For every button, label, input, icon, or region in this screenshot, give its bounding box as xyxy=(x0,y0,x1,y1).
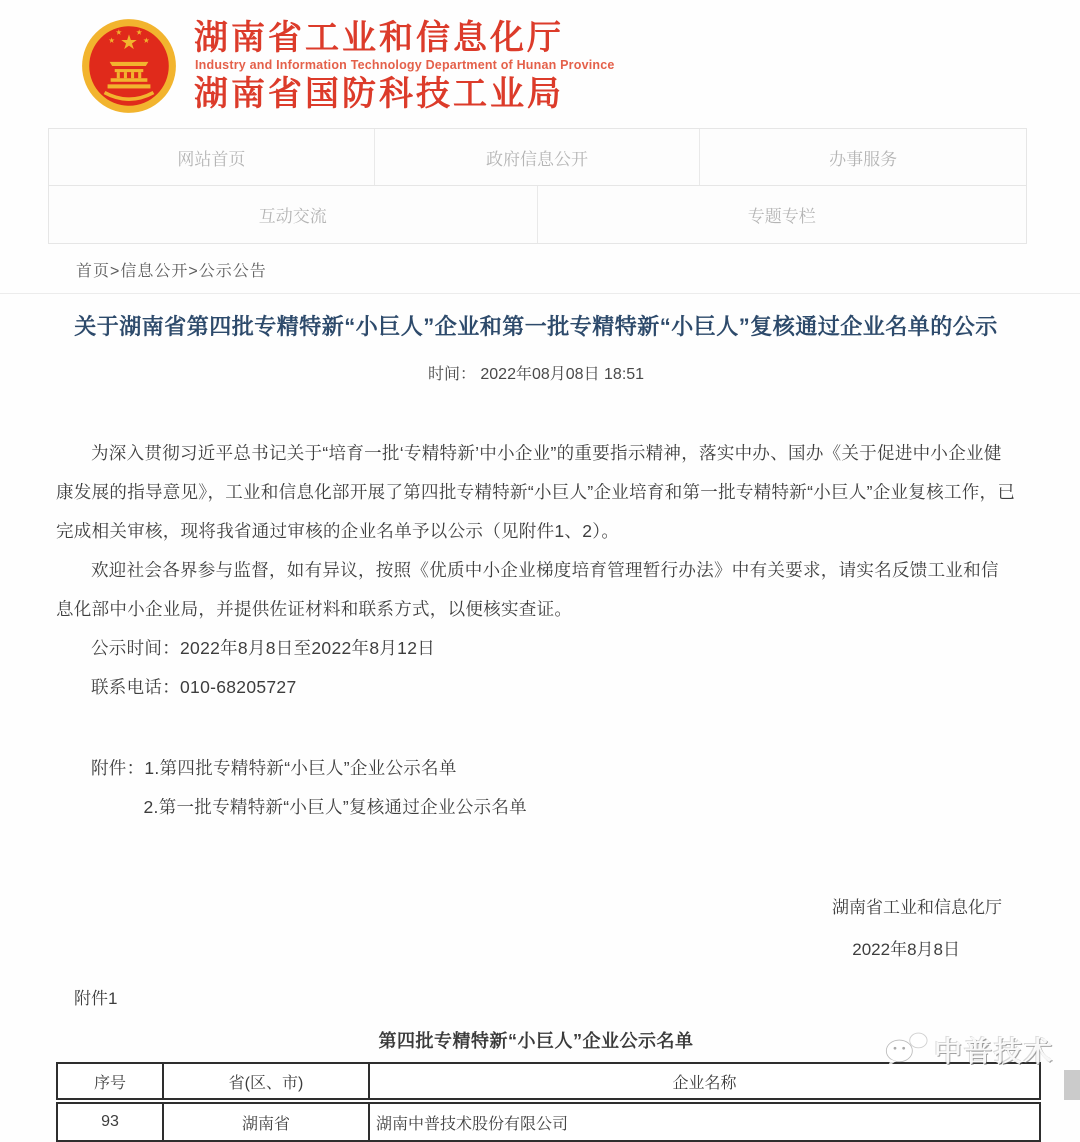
table-row xyxy=(57,1101,1040,1141)
cell-index: 93 xyxy=(57,1101,163,1141)
attachment1-table-title: 第四批专精特新“小巨人”企业公示名单 xyxy=(378,1031,694,1051)
site-header xyxy=(0,0,1080,128)
signature-date: 2022年8月8日 xyxy=(852,940,960,959)
company-table-body xyxy=(57,1101,1040,1141)
nav-item-interaction[interactable]: 互动交流 xyxy=(49,186,538,243)
signature-block xyxy=(56,893,1016,960)
watermark-text: 中普技术 xyxy=(934,1036,1055,1067)
signature-org: 湖南省工业和信息化厅 xyxy=(832,898,1002,917)
org-name2-cn: 湖南省国防科技工业局 xyxy=(194,74,564,113)
cell-province: 湖南省 xyxy=(163,1101,369,1141)
org-name-en: Industry and Information Technology Department of Hunan Province xyxy=(195,58,615,73)
nav-row-2 xyxy=(49,186,1026,243)
attachment1-label: 附件1 xyxy=(74,989,118,1008)
article-timestamp: 时间： 2022年08月08日 18:51 xyxy=(427,366,645,383)
nav-item-gov-info[interactable]: 政府信息公开 xyxy=(375,129,701,185)
paragraph-1: 为深入贯彻习近平总书记关于“培育一批‘专精特新’中小企业”的重要指示精神，落实中办、国办《关于促进中小企业健康发展的指导意见》，工业和信息化部开展了第四批专精特新“小巨人”企业培育和第一批专精特新“小巨人”企业复核工作，已完成相关审核，现将我省通过审核的企业名单予以公示（见附件1、2）。 xyxy=(56,443,1016,541)
article-body xyxy=(56,434,1016,827)
scrollbar-fragment xyxy=(1064,1070,1080,1100)
cell-company: 湖南中普技术股份有限公司 xyxy=(369,1101,1040,1141)
header-cell-company: 企业名称 xyxy=(369,1063,1040,1101)
org-title-block xyxy=(194,20,615,113)
article xyxy=(0,310,1080,1142)
company-table-head xyxy=(57,1063,1040,1101)
nav-item-home[interactable]: 网站首页 xyxy=(49,129,375,185)
attachment-link-1[interactable]: 附件：1.第四批专精特新“小巨人”企业公示名单 xyxy=(91,758,457,778)
article-title: 关于湖南省第四批专精特新“小巨人”企业和第一批专精特新“小巨人”复核通过企业名单的公示 xyxy=(74,314,998,339)
header-cell-index: 序号 xyxy=(57,1063,163,1101)
nav-row-1 xyxy=(49,129,1026,186)
national-emblem-icon xyxy=(78,15,180,117)
paragraph-2: 欢迎社会各界参与监督，如有异议，按照《优质中小企业梯度培育管理暂行办法》中有关要求，请实名反馈工业和信息化部中小企业局，并提供佐证材料和联系方式，以便核实查证。 xyxy=(56,560,999,619)
nav-item-special-topics[interactable]: 专题专栏 xyxy=(747,207,816,226)
breadcrumb[interactable]: 首页>信息公开>公示公告 xyxy=(0,244,1080,294)
publicity-period: 公示时间：2022年8月8日至2022年8月12日 xyxy=(91,638,436,658)
table-header-row xyxy=(57,1063,1040,1101)
attachment-link-2[interactable]: 2.第一批专精特新“小巨人”复核通过企业公示名单 xyxy=(143,797,527,817)
company-table xyxy=(56,1062,1041,1142)
nav-item-services[interactable]: 办事服务 xyxy=(829,149,898,169)
org-name-cn: 湖南省工业和信息化厅 xyxy=(194,18,564,57)
main-nav xyxy=(48,128,1027,244)
contact-phone: 联系电话：010-68205727 xyxy=(91,677,297,697)
header-cell-province: 省(区、市) xyxy=(163,1063,369,1101)
